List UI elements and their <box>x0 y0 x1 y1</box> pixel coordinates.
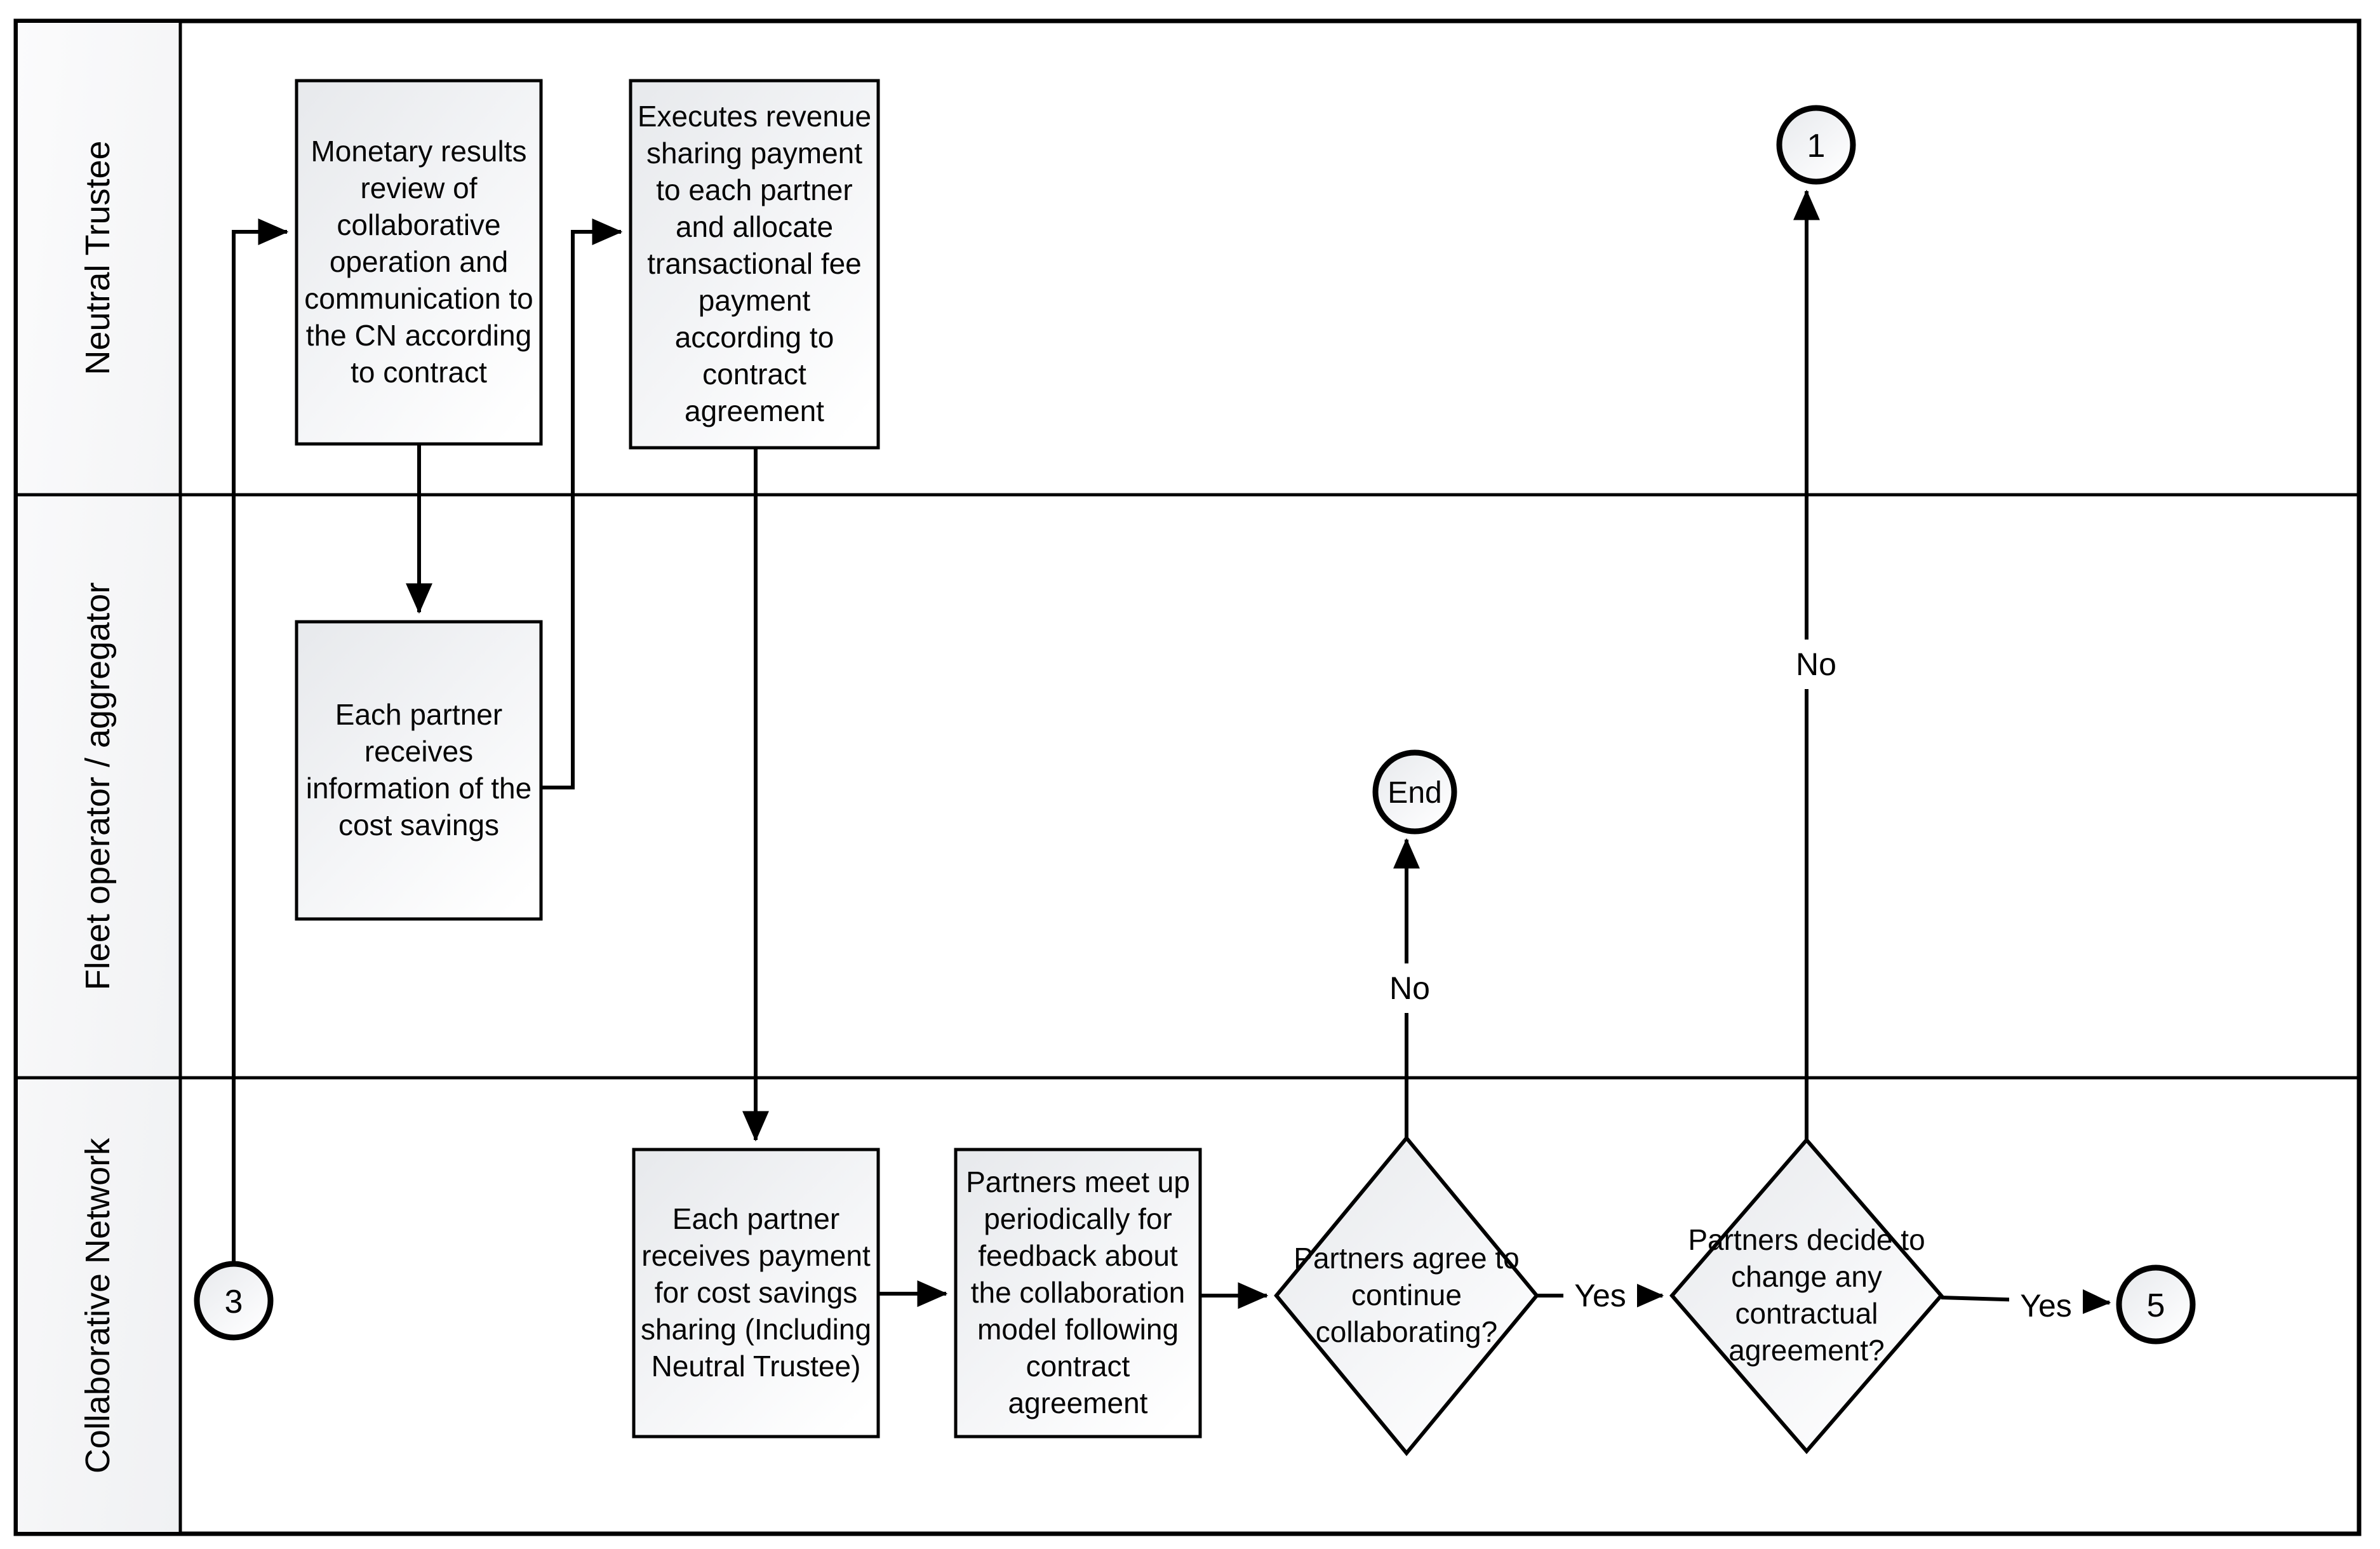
decision-partners-agree-continue-text: Partners agree to continue collaborating? <box>1294 1242 1520 1348</box>
svg-text:Yes: Yes <box>2020 1288 2072 1324</box>
end-event <box>1375 753 1454 831</box>
offpage-connector-5 <box>2119 1268 2193 1341</box>
lane-label-collaborative-network: Collaborative Network <box>79 1137 117 1474</box>
task-monetary-results-review <box>297 81 541 444</box>
edge-label-agree-yes <box>1563 1271 1637 1320</box>
task-executes-revenue-sharing-text: Executes revenue sharing payment to each partner and allocate transactional fee payment according to contract agreement <box>637 100 872 427</box>
task-partner-receives-payment-text: Each partner receives payment for cost savings sharing (Including Neutral Trustee) <box>640 1202 872 1383</box>
decision-partners-change-agreement-text: Partners decide to change any contractual agreement? <box>1688 1223 1925 1367</box>
svg-text:Yes: Yes <box>1574 1278 1626 1313</box>
flow-connector3-to-monetary-review <box>234 232 287 1264</box>
decision-partners-change-agreement <box>1672 1140 1941 1451</box>
flow-partner-information-to-executes-revenue <box>541 232 621 788</box>
task-executes-revenue-sharing <box>631 81 878 448</box>
edge-label-agree-no <box>1377 963 1440 1013</box>
edge-label-change-no <box>1783 640 1847 689</box>
svg-text:No: No <box>1389 970 1430 1006</box>
offpage-connector-1 <box>1779 108 1853 182</box>
decision-partners-agree-continue <box>1276 1138 1537 1453</box>
task-partner-receives-information <box>297 622 541 919</box>
svg-text:3: 3 <box>224 1284 243 1320</box>
svg-text:No: No <box>1796 647 1836 682</box>
task-monetary-results-review-text: Monetary results review of collaborative operation and communication to the CN according to contract <box>304 135 533 389</box>
task-partner-receives-payment <box>634 1150 878 1437</box>
svg-text:5: 5 <box>2146 1287 2165 1324</box>
lane-label-fleet-operator: Fleet operator / aggregator <box>79 582 117 991</box>
task-partner-receives-information-text: Each partner receives information of the cost savings <box>305 698 532 842</box>
offpage-connector-3 <box>197 1264 271 1338</box>
task-partners-meet-up-text: Partners meet up periodically for feedback about the collaboration model following contract agreement <box>966 1165 1190 1419</box>
task-partners-meet-up <box>956 1150 1200 1437</box>
lane-label-neutral-trustee: Neutral Trustee <box>79 140 117 375</box>
svg-text:End: End <box>1387 776 1442 810</box>
svg-text:1: 1 <box>1807 128 1826 164</box>
edge-label-change-yes <box>2009 1282 2083 1330</box>
